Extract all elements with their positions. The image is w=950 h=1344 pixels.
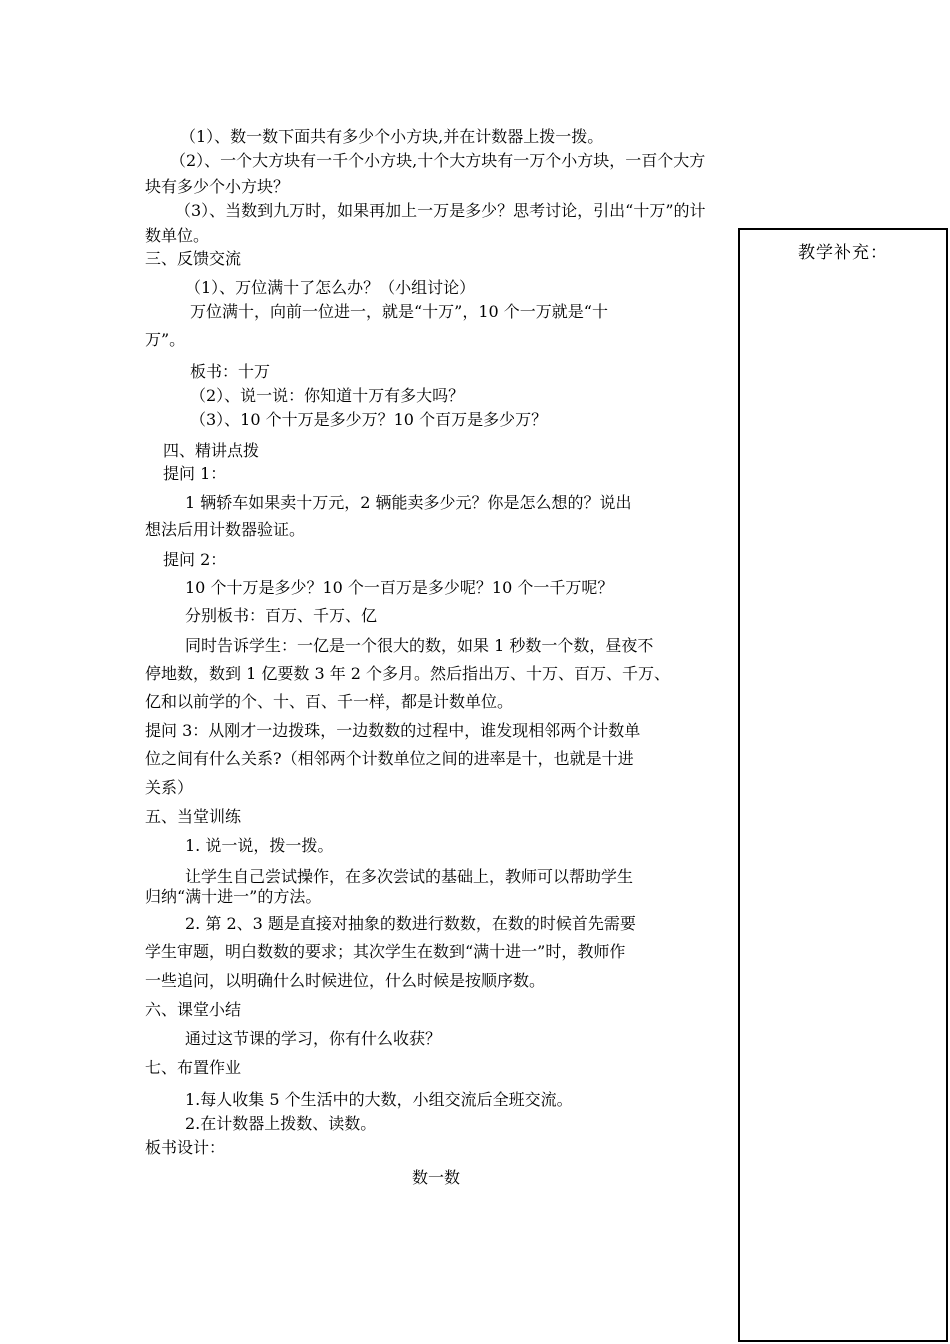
- text-line: 分别板书：百万、千万、亿: [185, 606, 378, 625]
- section-heading: 七、布置作业: [145, 1058, 242, 1077]
- text-line: 提问 1：: [163, 464, 227, 483]
- text-line: 让学生自己尝试操作，在多次尝试的基础上，教师可以帮助学生: [185, 867, 634, 886]
- text-line: 1.每人收集 5 个生活中的大数，小组交流后全班交流。: [185, 1090, 573, 1109]
- text-line: （1）、万位满十了怎么办？（小组讨论）: [185, 278, 476, 297]
- text-line: 板书：十万: [190, 362, 271, 381]
- section-heading: 四、精讲点拨: [163, 441, 260, 460]
- text-line: 亿和以前学的个、十、百、千一样，都是计数单位。: [145, 692, 514, 711]
- text-line: 一些追问，以明确什么时候进位，什么时候是按顺序数。: [145, 971, 546, 990]
- text-line: 2. 第 2、3 题是直接对抽象的数进行数数，在数的时候首先需要: [185, 914, 636, 933]
- text-line: 关系）: [145, 778, 194, 797]
- section-heading: 六、课堂小结: [145, 1000, 242, 1019]
- text-line: 同时告诉学生：一亿是一个很大的数，如果 1 秒数一个数，昼夜不: [185, 636, 654, 655]
- text-line: （1）、数一数下面共有多少个小方块,并在计数器上拨一拨。: [180, 127, 604, 146]
- text-line: （3）、10 个十万是多少万？10 个百万是多少万？: [190, 410, 548, 429]
- section-heading: 三、反馈交流: [145, 249, 242, 268]
- text-line: （3）、当数到九万时，如果再加上一万是多少？思考讨论，引出“十万”的计: [175, 201, 706, 220]
- text-line: 块有多少个小方块？: [145, 177, 290, 196]
- text-line: （2）、一个大方块有一千个小方块,十个大方块有一万个小方块，一百个大方: [170, 151, 706, 170]
- text-line: 停地数，数到 1 亿要数 3 年 2 个多月。然后指出万、十万、百万、千万、: [145, 664, 671, 683]
- text-line: 10 个十万是多少？10 个一百万是多少呢？10 个一千万呢？: [185, 578, 614, 597]
- text-line: 位之间有什么关系?（相邻两个计数单位之间的进率是十，也就是十进: [145, 749, 634, 768]
- text-line: 数单位。: [145, 226, 210, 245]
- section-heading: 五、当堂训练: [145, 807, 242, 826]
- text-line: 1 辆轿车如果卖十万元，2 辆能卖多少元？你是怎么想的？说出: [185, 493, 632, 512]
- text-line: 想法后用计数器验证。: [145, 520, 306, 539]
- teaching-supplement-box: [738, 228, 948, 1342]
- text-line: 1. 说一说，拨一拨。: [185, 836, 334, 855]
- text-line: 2.在计数器上拨数、读数。: [185, 1114, 377, 1133]
- board-design-title: 数一数: [412, 1168, 461, 1187]
- text-line: （2）、说一说：你知道十万有多大吗？: [190, 386, 465, 405]
- teaching-supplement-title: 教学补充：: [798, 243, 888, 263]
- text-line: 归纳“满十进一”的方法。: [145, 887, 322, 906]
- text-line: 提问 3：从刚才一边拨珠，一边数数的过程中，谁发现相邻两个计数单: [145, 721, 641, 740]
- text-line: 板书设计：: [145, 1138, 226, 1157]
- text-line: 万”。: [145, 330, 186, 349]
- text-line: 通过这节课的学习，你有什么收获？: [185, 1029, 442, 1048]
- text-line: 万位满十，向前一位进一，就是“十万”，10 个一万就是“十: [190, 302, 608, 321]
- text-line: 学生审题，明白数数的要求；其次学生在数到“满十进一”时，教师作: [145, 942, 626, 961]
- text-line: 提问 2：: [163, 550, 227, 569]
